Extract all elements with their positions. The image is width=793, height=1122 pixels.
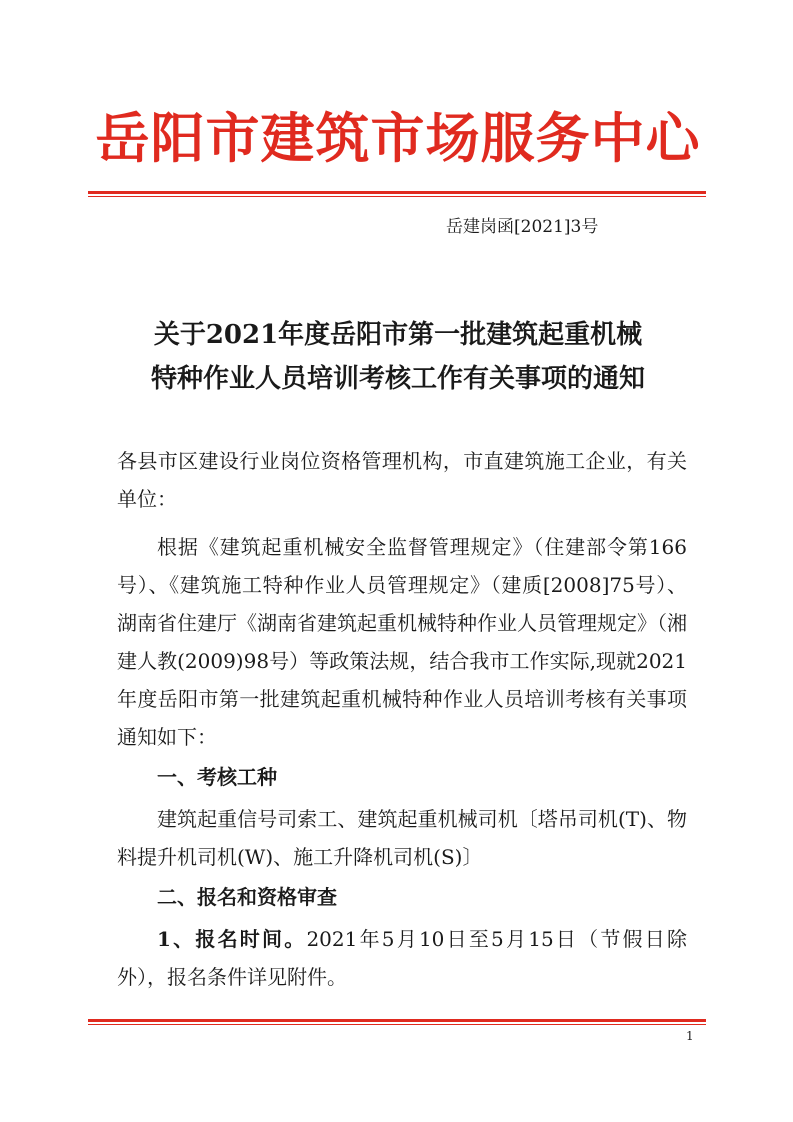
intro-paragraph: 根据《建筑起重机械安全监督管理规定》（住建部令第166号）、《建筑施工特种作业人员管理规定》（建质[2008]75号）、湖南省住建厅《湖南省建筑起重机械特种作业人员管理规定》（湘建人教(2009)98号）等政策法规，结合我市工作实际,现就2021年度岳阳市第一批建筑起重机械特种作业人员培训考核有关事项通知如下： — [117, 535, 687, 749]
section-heading-1: 一、考核工种 — [157, 765, 277, 789]
section-1-content: 建筑起重信号司索工、建筑起重机械司机〔塔吊司机(T)、物料提升机司机(W)、施工升降机司机(S)〕 — [117, 807, 687, 869]
salutation: 各县市区建设行业岗位资格管理机构，市直建筑施工企业，有关单位： — [117, 449, 687, 511]
item-1-label: 1、报名时间。 — [157, 927, 307, 951]
footer-double-rule — [88, 1019, 706, 1025]
section-2-item-1 — [117, 920, 687, 996]
document-body — [117, 442, 687, 996]
document-number: 岳建岗函[2021]3号 — [446, 217, 599, 237]
header-double-rule — [88, 191, 706, 197]
title-line-1: 关于2021年度岳阳市第一批建筑起重机械 — [153, 320, 643, 350]
org-masthead: 岳阳市建筑市场服务中心 — [95, 106, 701, 170]
item-1-text: 2021年5月10日至5月15日（节假日除外），报名条件详见附件。 — [117, 927, 687, 989]
page-number: 1 — [686, 1029, 694, 1043]
title-line-2: 特种作业人员培训考核工作有关事项的通知 — [150, 364, 645, 394]
section-heading-2: 二、报名和资格审查 — [157, 885, 337, 909]
document-title — [92, 313, 704, 401]
